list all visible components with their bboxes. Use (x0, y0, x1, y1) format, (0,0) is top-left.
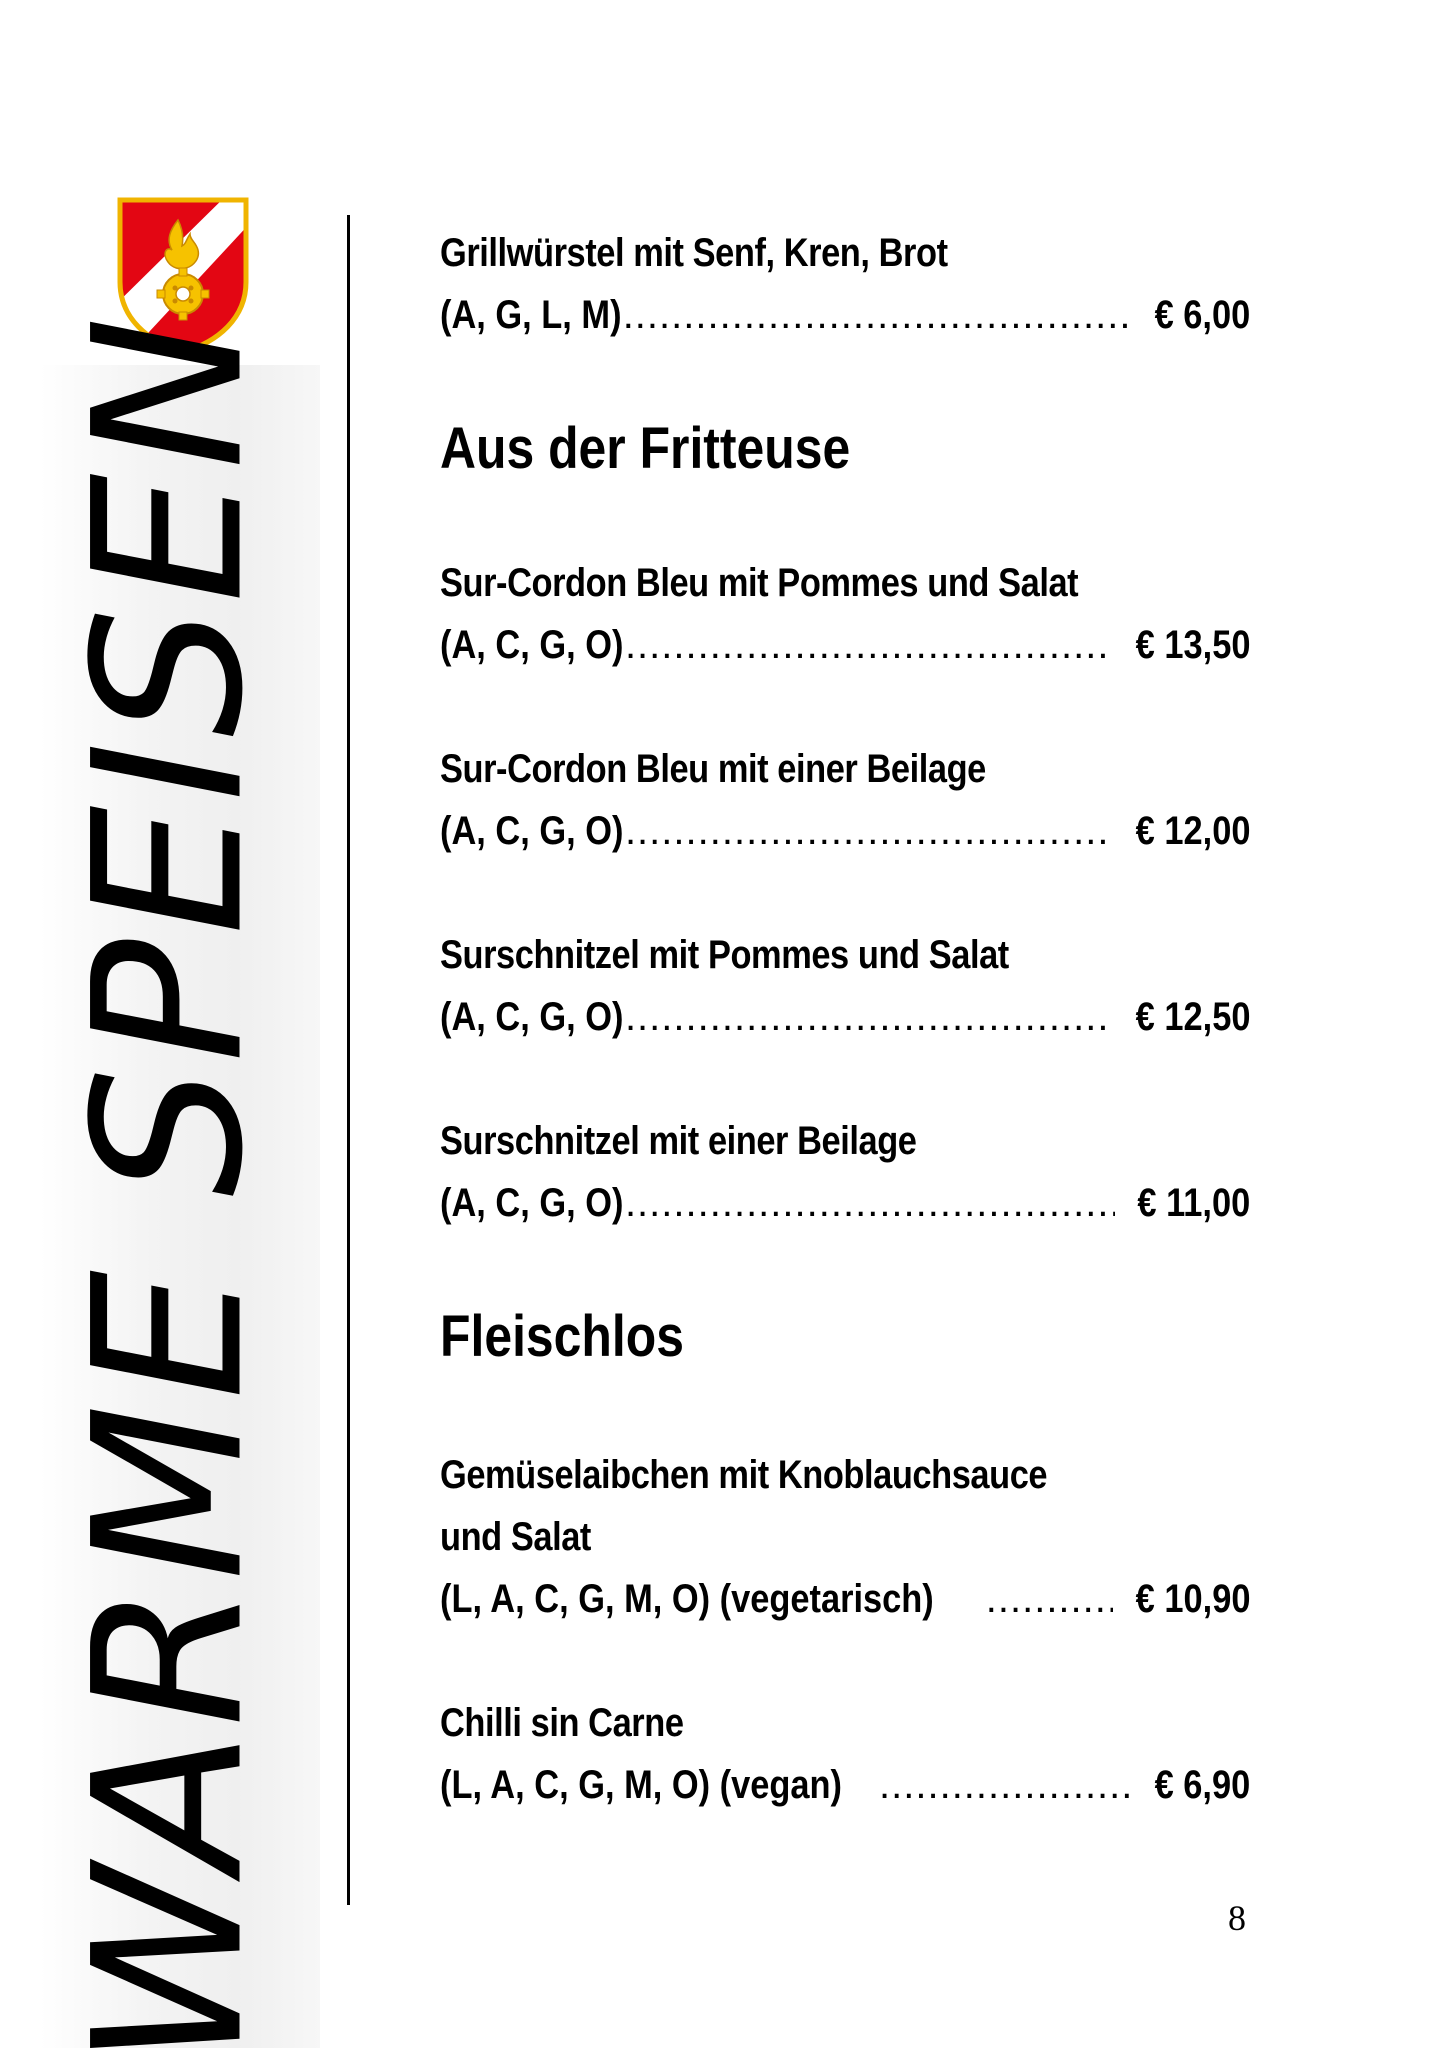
menu-item-price: € 11,00 (1137, 1181, 1250, 1225)
section-title: Fleischlos (440, 1304, 684, 1369)
menu-item-price: € 13,50 (1135, 623, 1250, 667)
menu-item-name: Gemüselaibchen mit Knoblauchsauce und Salat (440, 1453, 1048, 1559)
menu-item (440, 222, 1250, 346)
menu-item-price-line (440, 986, 1250, 1048)
menu-item-price-line (440, 614, 1250, 676)
menu-item (440, 924, 1250, 1048)
menu-item-price-line (440, 1172, 1250, 1234)
section-title: Aus der Fritteuse (440, 416, 851, 481)
dot-leader (879, 1754, 1135, 1816)
menu-item-allergens: (A, C, G, O) (440, 623, 624, 667)
menu-item-name: Surschnitzel mit Pommes und Salat (440, 933, 1009, 977)
menu-item (440, 738, 1250, 862)
menu-item-allergens: (A, C, G, O) (440, 809, 624, 853)
menu-item-name: Surschnitzel mit einer Beilage (440, 1119, 917, 1163)
menu-item-name: Sur-Cordon Bleu mit Pommes und Salat (440, 561, 1079, 605)
menu-item-allergens: (A, C, G, O) (440, 995, 624, 1039)
menu-item (440, 1110, 1250, 1234)
menu-item-allergens: (L, A, C, G, M, O) (vegetarisch) (440, 1577, 934, 1621)
dot-leader (986, 1568, 1113, 1630)
menu-item-name: Chilli sin Carne (440, 1701, 684, 1745)
menu-item-name: Grillwürstel mit Senf, Kren, Brot (440, 231, 948, 275)
menu-item-price-line (440, 1754, 1250, 1816)
menu-item-allergens: (A, C, G, O) (440, 1181, 624, 1225)
vertical-divider (347, 215, 350, 1905)
dot-leader (625, 800, 1113, 862)
menu-item-price-line (440, 284, 1250, 346)
menu-item-price: € 6,90 (1154, 1763, 1250, 1807)
menu-item-price: € 12,50 (1135, 995, 1250, 1039)
dot-leader (625, 986, 1113, 1048)
menu-item-price: € 10,90 (1135, 1577, 1250, 1621)
menu-item-price-line (440, 1568, 1250, 1630)
dot-leader (625, 614, 1113, 676)
vertical-title-area (40, 312, 300, 2068)
menu-item (440, 1444, 1250, 1630)
menu-item (440, 552, 1250, 676)
menu-item-allergens: (A, G, L, M) (440, 293, 622, 337)
vertical-section-title: WARME SPEISEN (50, 312, 289, 2068)
menu-item (440, 1692, 1250, 1816)
menu-item-name: Sur-Cordon Bleu mit einer Beilage (440, 747, 986, 791)
page-number: 8 (1228, 1898, 1246, 1938)
menu-item-price: € 12,00 (1135, 809, 1250, 853)
menu-item-price: € 6,00 (1154, 293, 1250, 337)
dot-leader (625, 1172, 1115, 1234)
menu-item-price-line (440, 800, 1250, 862)
menu-item-allergens: (L, A, C, G, M, O) (vegan) (440, 1763, 842, 1807)
dot-leader (623, 284, 1135, 346)
